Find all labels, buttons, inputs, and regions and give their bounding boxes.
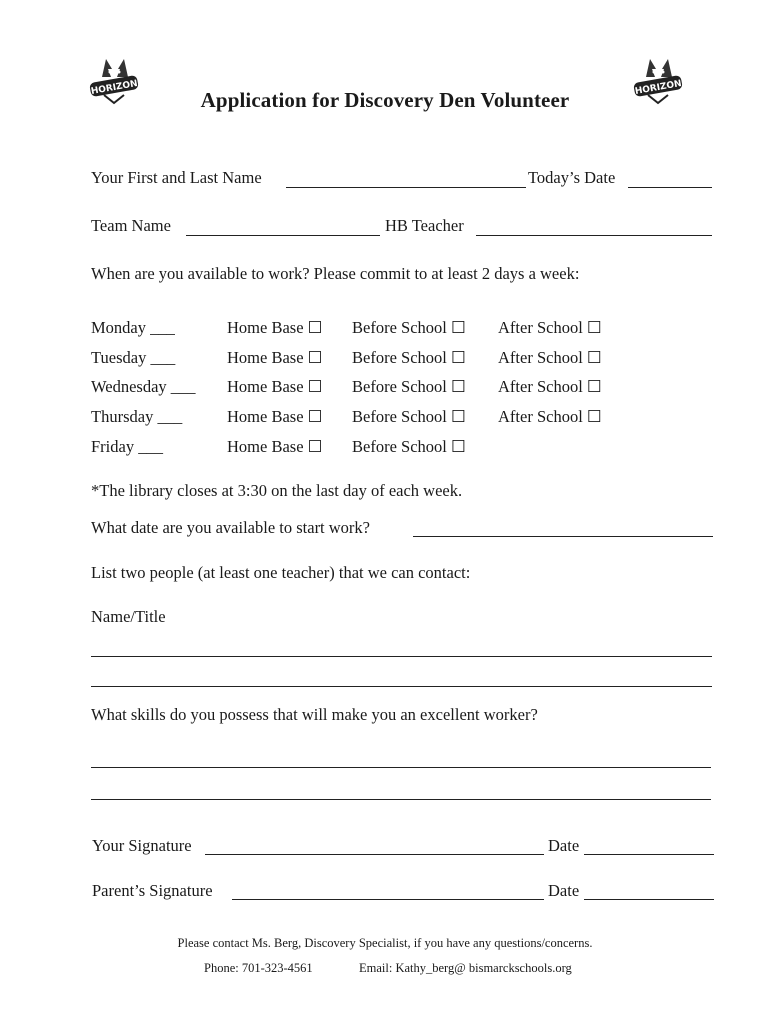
availability-question: When are you available to work? Please commit to at least 2 days a week: — [91, 264, 580, 283]
day-thursday[interactable]: Thursday ___ — [91, 407, 183, 426]
hb-teacher-field[interactable] — [476, 235, 712, 236]
library-note: *The library closes at 3:30 on the last day of each week. — [91, 481, 463, 500]
logo-text: HORIZON — [634, 78, 683, 97]
skills-line-2[interactable] — [91, 799, 711, 800]
after-school-checkbox[interactable]: After School ☐ — [498, 377, 602, 396]
day-row — [0, 407, 770, 431]
start-date-field[interactable] — [413, 536, 713, 537]
day-monday[interactable]: Monday ___ — [91, 318, 175, 337]
today-date-label: Today’s Date — [528, 168, 616, 187]
day-row — [0, 348, 770, 372]
contact-line-2[interactable] — [91, 686, 712, 687]
today-date-field[interactable] — [628, 187, 712, 188]
your-signature-field[interactable] — [205, 854, 544, 855]
before-school-checkbox[interactable]: Before School ☐ — [352, 377, 466, 396]
your-signature-label: Your Signature — [92, 836, 192, 855]
home-base-checkbox[interactable]: Home Base ☐ — [227, 348, 323, 367]
before-school-checkbox[interactable]: Before School ☐ — [352, 437, 466, 456]
skills-question: What skills do you possess that will make you an excellent worker? — [91, 705, 538, 724]
name-field[interactable] — [286, 187, 526, 188]
home-base-checkbox[interactable]: Home Base ☐ — [227, 318, 323, 337]
parent-signature-date-label: Date — [548, 881, 580, 900]
footer-contact: Please contact Ms. Berg, Discovery Specialist, if you have any questions/concerns. — [177, 936, 593, 950]
your-signature-date-field[interactable] — [584, 854, 714, 855]
skills-line-1[interactable] — [91, 767, 711, 768]
hb-teacher-label: HB Teacher — [385, 216, 464, 235]
parent-signature-date-field[interactable] — [584, 899, 714, 900]
contacts-question: List two people (at least one teacher) that we can contact: — [91, 563, 471, 582]
day-friday[interactable]: Friday ___ — [91, 437, 163, 456]
your-signature-date-label: Date — [548, 836, 580, 855]
home-base-checkbox[interactable]: Home Base ☐ — [227, 407, 323, 426]
name-title-label: Name/Title — [91, 607, 166, 626]
name-label: Your First and Last Name — [91, 168, 262, 187]
after-school-checkbox[interactable]: After School ☐ — [498, 348, 602, 367]
team-name-label: Team Name — [91, 216, 171, 235]
after-school-checkbox[interactable]: After School ☐ — [498, 318, 602, 337]
contact-line-1[interactable] — [91, 656, 712, 657]
parent-signature-field[interactable] — [232, 899, 544, 900]
before-school-checkbox[interactable]: Before School ☐ — [352, 348, 466, 367]
home-base-checkbox[interactable]: Home Base ☐ — [227, 437, 323, 456]
day-row — [0, 377, 770, 401]
page-title: Application for Discovery Den Volunteer — [200, 88, 570, 112]
footer-phone: Phone: 701-323-4561 — [204, 961, 313, 975]
day-row — [0, 318, 770, 342]
home-base-checkbox[interactable]: Home Base ☐ — [227, 377, 323, 396]
day-row — [0, 437, 770, 461]
start-date-question: What date are you available to start work? — [91, 518, 371, 537]
team-name-field[interactable] — [186, 235, 380, 236]
parent-signature-label: Parent’s Signature — [92, 881, 213, 900]
after-school-checkbox[interactable]: After School ☐ — [498, 407, 602, 426]
before-school-checkbox[interactable]: Before School ☐ — [352, 407, 466, 426]
day-wednesday[interactable]: Wednesday ___ — [91, 377, 196, 396]
footer-email: Email: Kathy_berg@ bismarckschools.org — [359, 961, 572, 975]
day-tuesday[interactable]: Tuesday ___ — [91, 348, 176, 367]
before-school-checkbox[interactable]: Before School ☐ — [352, 318, 466, 337]
logo-text: HORIZON — [90, 78, 139, 97]
